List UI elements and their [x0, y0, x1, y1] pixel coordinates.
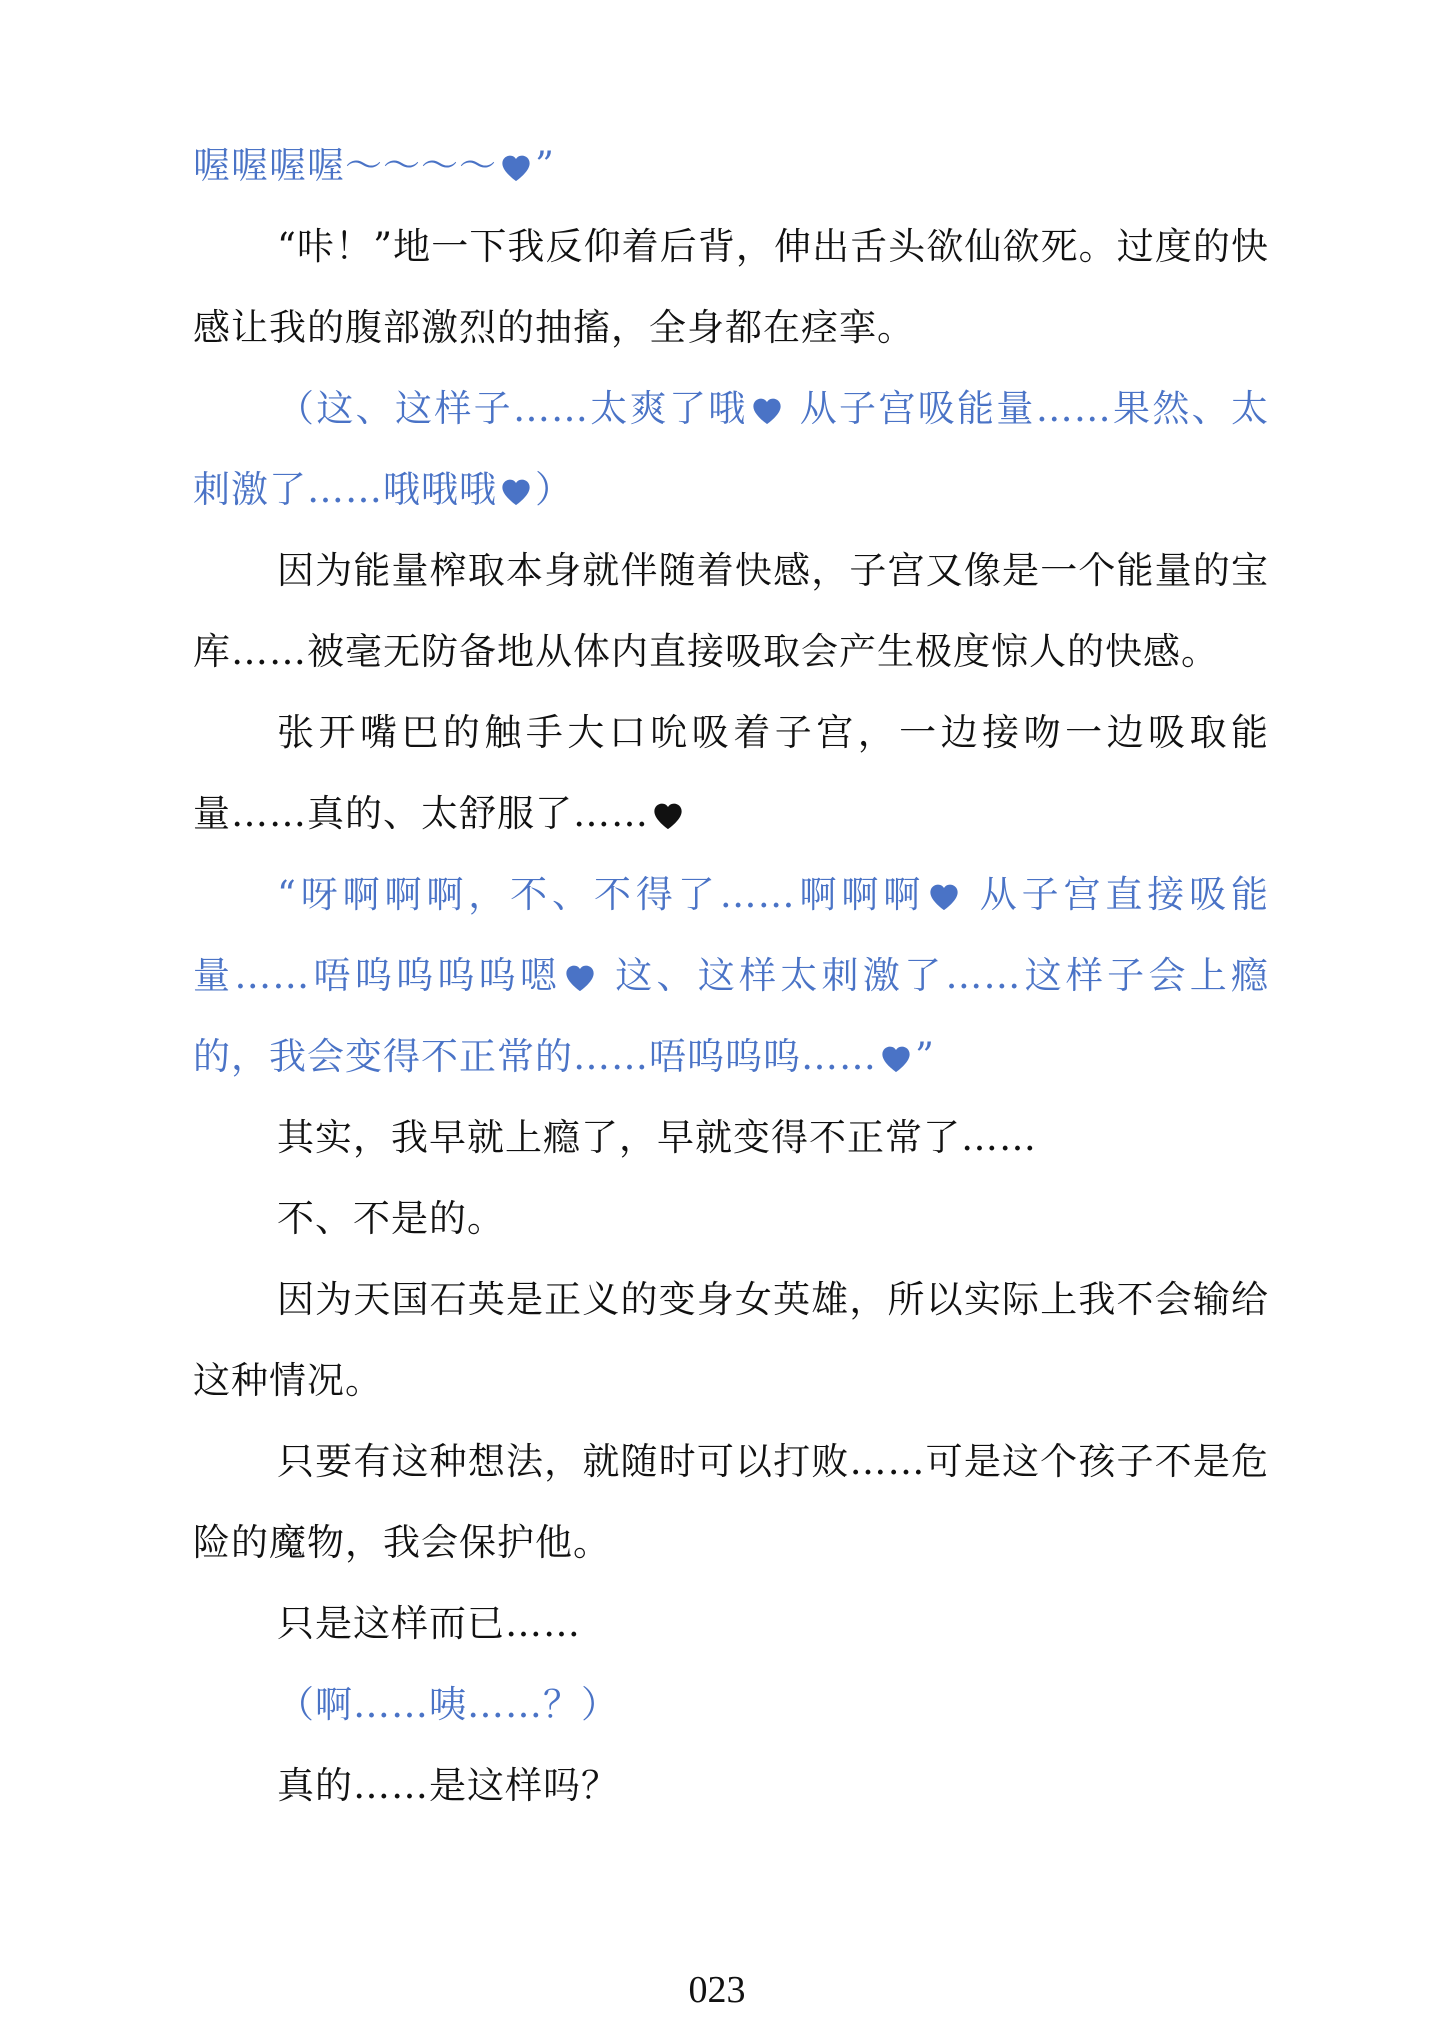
- text-segment: 这、这样太刺激了……这样子会上瘾的，我会变得不正常的……唔呜呜呜……: [193, 954, 1269, 1078]
- blue-heart-icon: [879, 1043, 913, 1073]
- text-segment: （这、这样子……太爽了哦: [277, 387, 748, 430]
- narration-paragraph: [193, 206, 1269, 368]
- text-segment: 从子宫直接吸能量……唔呜呜呜呜嗯: [193, 873, 1269, 997]
- narration-paragraph: [193, 1745, 1269, 1826]
- dialogue-paragraph: [193, 854, 1269, 1097]
- blue-heart-icon: [927, 881, 961, 911]
- blue-heart-icon: [750, 395, 784, 425]
- text-segment: 只要有这种想法，就随时可以打败……可是这个孩子不是危险的魔物，我会保护他。: [193, 1440, 1269, 1564]
- narration-paragraph: [193, 530, 1269, 692]
- text-segment: ”: [535, 144, 555, 187]
- narration-paragraph: [193, 1421, 1269, 1583]
- dialogue-paragraph: [193, 125, 1269, 206]
- text-segment: 其实，我早就上瘾了，早就变得不正常了……: [277, 1116, 1037, 1159]
- text-segment: “呀啊啊啊，不、不得了……啊啊啊: [277, 873, 926, 916]
- text-segment: 不、不是的。: [277, 1197, 505, 1240]
- black-heart-icon: [651, 800, 685, 830]
- text-segment: 只是这样而已……: [277, 1602, 581, 1645]
- text-segment: 因为天国石英是正义的变身女英雄，所以实际上我不会输给这种情况。: [193, 1278, 1269, 1402]
- blue-heart-icon: [499, 476, 533, 506]
- blue-heart-icon: [563, 962, 597, 992]
- dialogue-paragraph: [193, 1664, 1269, 1745]
- text-segment: 喔喔喔喔～～～～: [193, 144, 497, 187]
- text-segment: ”: [915, 1035, 935, 1078]
- text-segment: 从子宫吸能量……果然、太刺激了……哦哦哦: [193, 387, 1270, 511]
- text-segment: 真的……是这样吗？: [277, 1764, 619, 1807]
- text-segment: “咔！”地一下我反仰着后背，伸出舌头欲仙欲死。过度的快感让我的腹部激烈的抽搐，全身都在痉挛。: [193, 225, 1269, 349]
- narration-paragraph: [193, 1259, 1269, 1421]
- text-segment: 张开嘴巴的触手大口吮吸着子宫，一边接吻一边吸取能量……真的、太舒服了……: [193, 711, 1269, 835]
- page-number: 023: [688, 1969, 746, 2011]
- narration-paragraph: [193, 692, 1269, 854]
- blue-heart-icon: [499, 152, 533, 182]
- text-segment: 因为能量榨取本身就伴随着快感，子宫又像是一个能量的宝库……被毫无防备地从体内直接吸取会产生极度惊人的快感。: [193, 549, 1269, 673]
- text-segment: （啊……咦……？）: [277, 1683, 619, 1726]
- dialogue-paragraph: [193, 368, 1269, 530]
- narration-paragraph: [193, 1583, 1269, 1664]
- body-text: [193, 125, 1269, 1826]
- narration-paragraph: [193, 1178, 1269, 1259]
- narration-paragraph: [193, 1097, 1269, 1178]
- text-segment: ）: [535, 468, 573, 511]
